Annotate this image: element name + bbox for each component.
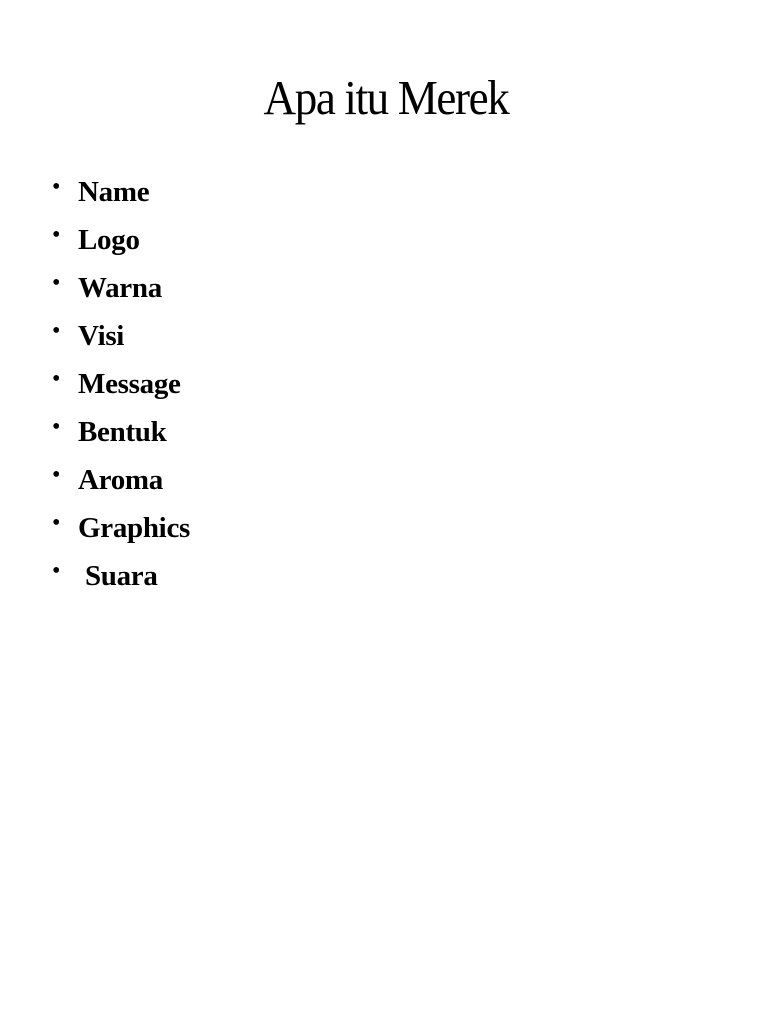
slide-title: Apa itu Merek: [263, 70, 509, 125]
bullet-list: [52, 170, 190, 602]
bullet-icon: •: [52, 366, 61, 392]
list-item: [52, 410, 167, 458]
bullet-icon: •: [52, 318, 61, 344]
bullet-icon: •: [52, 174, 61, 200]
list-item: [52, 170, 150, 218]
list-item-label: Visi: [78, 320, 125, 352]
list-item-label: Warna: [78, 272, 162, 304]
list-item-label: Graphics: [78, 512, 190, 544]
list-item-label: Bentuk: [78, 416, 167, 448]
list-item: [52, 362, 181, 410]
list-item-label: Logo: [78, 224, 140, 256]
list-item: [52, 458, 163, 506]
list-item-label: Aroma: [78, 464, 163, 496]
list-item: [52, 314, 125, 362]
bullet-icon: •: [52, 222, 61, 248]
bullet-icon: •: [52, 558, 61, 584]
list-item: [52, 266, 162, 314]
bullet-icon: •: [52, 462, 61, 488]
bullet-icon: •: [52, 270, 61, 296]
list-item: [52, 218, 140, 266]
list-item: [52, 554, 158, 602]
bullet-icon: •: [52, 414, 61, 440]
list-item-label: Message: [78, 368, 181, 400]
list-item: [52, 506, 190, 554]
list-item-label: Name: [78, 176, 150, 208]
list-item-label: Suara: [78, 560, 158, 592]
bullet-icon: •: [52, 510, 61, 536]
